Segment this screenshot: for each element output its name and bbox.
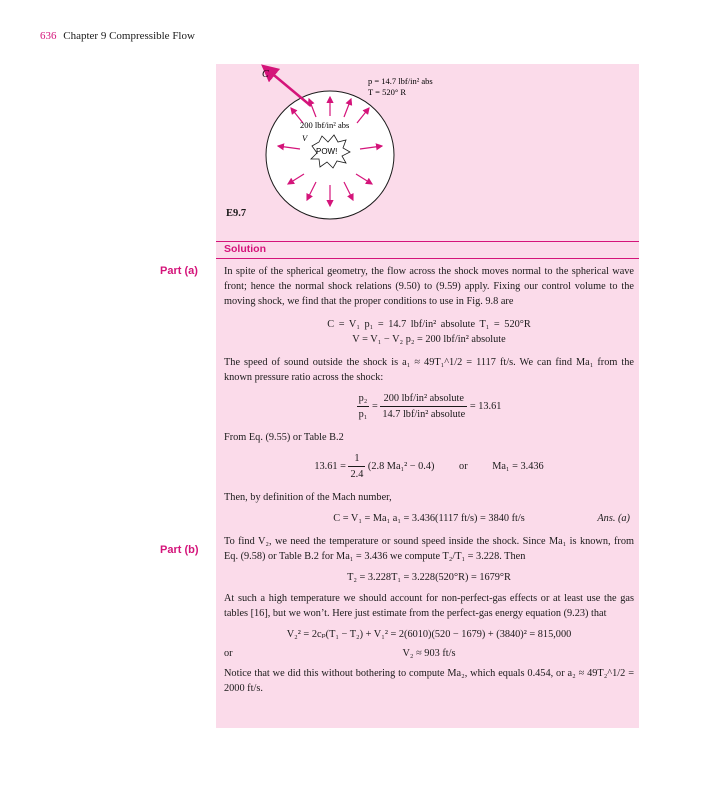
figure-caption: E9.7 [226, 208, 247, 219]
part-b-paragraph-3: Notice that we did this without bothering to compute Ma₂, which equals 0.454, or a₂ ≈ 49T₂^1/2 = 2000 ft/s. [224, 668, 634, 694]
solution-label: Solution [224, 243, 266, 255]
equation-temperature: T₂ = 3.228T₁ = 3.228(520°R) = 1679°R [347, 572, 511, 583]
part-b-label: Part (b) [160, 544, 199, 556]
part-a-paragraph-2: The speed of sound outside the shock is a₁ ≈ 49T₁^1/2 = 1117 ft/s. We can find Ma₁ from the known pressure ratio across the shock: [224, 357, 634, 383]
part-a-paragraph-4: Then, by definition of the Mach number, [224, 492, 392, 503]
page-number: 636 [40, 30, 57, 42]
equation-energy: V₂² = 2cₚ(T₁ − T₂) + V₁² = 2(6010)(520 − 1679) + (3840)² = 815,000 [286, 629, 572, 640]
equation-conditions-1: C = V₁ p₁ = 14.7 lbf/in² absolute T₁ = 520°R [327, 319, 531, 330]
answer-a-label: Ans. (a) [597, 513, 630, 524]
ratio-result: = 13.61 [469, 400, 502, 412]
part-b-paragraph-1: To find V₂, we need the temperature or sound speed inside the shock. Since Ma₁ is known, from Eq. (9.58) or Table B.2 for Ma₁ = 3.436 we compute T₂/T₁ = 3.228. Then [224, 536, 634, 562]
outside-pressure: p = 14.7 lbf/in² abs [368, 76, 433, 86]
equation-conditions-2: V = V₁ − V₂ p₂ = 200 lbf/in² absolute [352, 334, 506, 345]
shock-figure [216, 64, 639, 244]
ratio-value: $\frac{\text{200 lbf/in² absolute}}{\text{14.7 lbf/in² absolute}}$ [382, 393, 466, 420]
inside-pressure: 200 lbf/in² abs [300, 120, 350, 130]
example-panel [216, 64, 639, 728]
part-a-paragraph-3: From Eq. (9.55) or Table B.2 [224, 432, 344, 443]
part-a-paragraph-1: In spite of the spherical geometry, the flow across the shock moves normal to the spherical wave front; hence the normal shock relations (9.50) to (9.59) apply. Fixing our control volume to the moving shock, we find that the proper conditions to use in Fig. 9.8 are [224, 266, 634, 307]
equation-mach: 13.61 = $\frac{1}{2.4}$ (2.8 Ma₁² − 0.4) or Ma₁ = 3.436 [314, 453, 544, 480]
label-v: V [302, 133, 308, 143]
page-header [40, 30, 195, 42]
part-a-label: Part (a) [160, 265, 198, 277]
pow-text: POW! [316, 147, 338, 156]
velocity-arrow-c [263, 66, 311, 106]
equation-pressure-ratio: $\frac{\text{p₂}}{\text{p₁}}$ = $\frac{\text{200 lbf/in² absolute}}{\text{14.7 lbf/in² absolute}}$ = 13.61 [358, 393, 502, 420]
equation-v2-row: or V₂ ≈ 903 ft/s [224, 648, 456, 659]
chapter-title: Chapter 9 Compressible Flow [63, 30, 195, 42]
equation-speed: C = V₁ = Ma₁ a₁ = 3.436(1117 ft/s) = 3840 ft/s Ans. (a) [333, 513, 630, 524]
label-c: C [262, 69, 269, 80]
outside-temperature: T = 520° R [368, 87, 407, 97]
solution-content [224, 264, 634, 696]
solution-bar [216, 241, 639, 259]
part-b-paragraph-2: At such a high temperature we should account for non-perfect-gas effects or at least use the gas tables [16], but we won’t. Here just estimate from the perfect-gas energy equation (9.23) that [224, 593, 634, 619]
ratio-lhs: $\frac{\text{p₂}}{\text{p₁}}$ [358, 393, 368, 420]
